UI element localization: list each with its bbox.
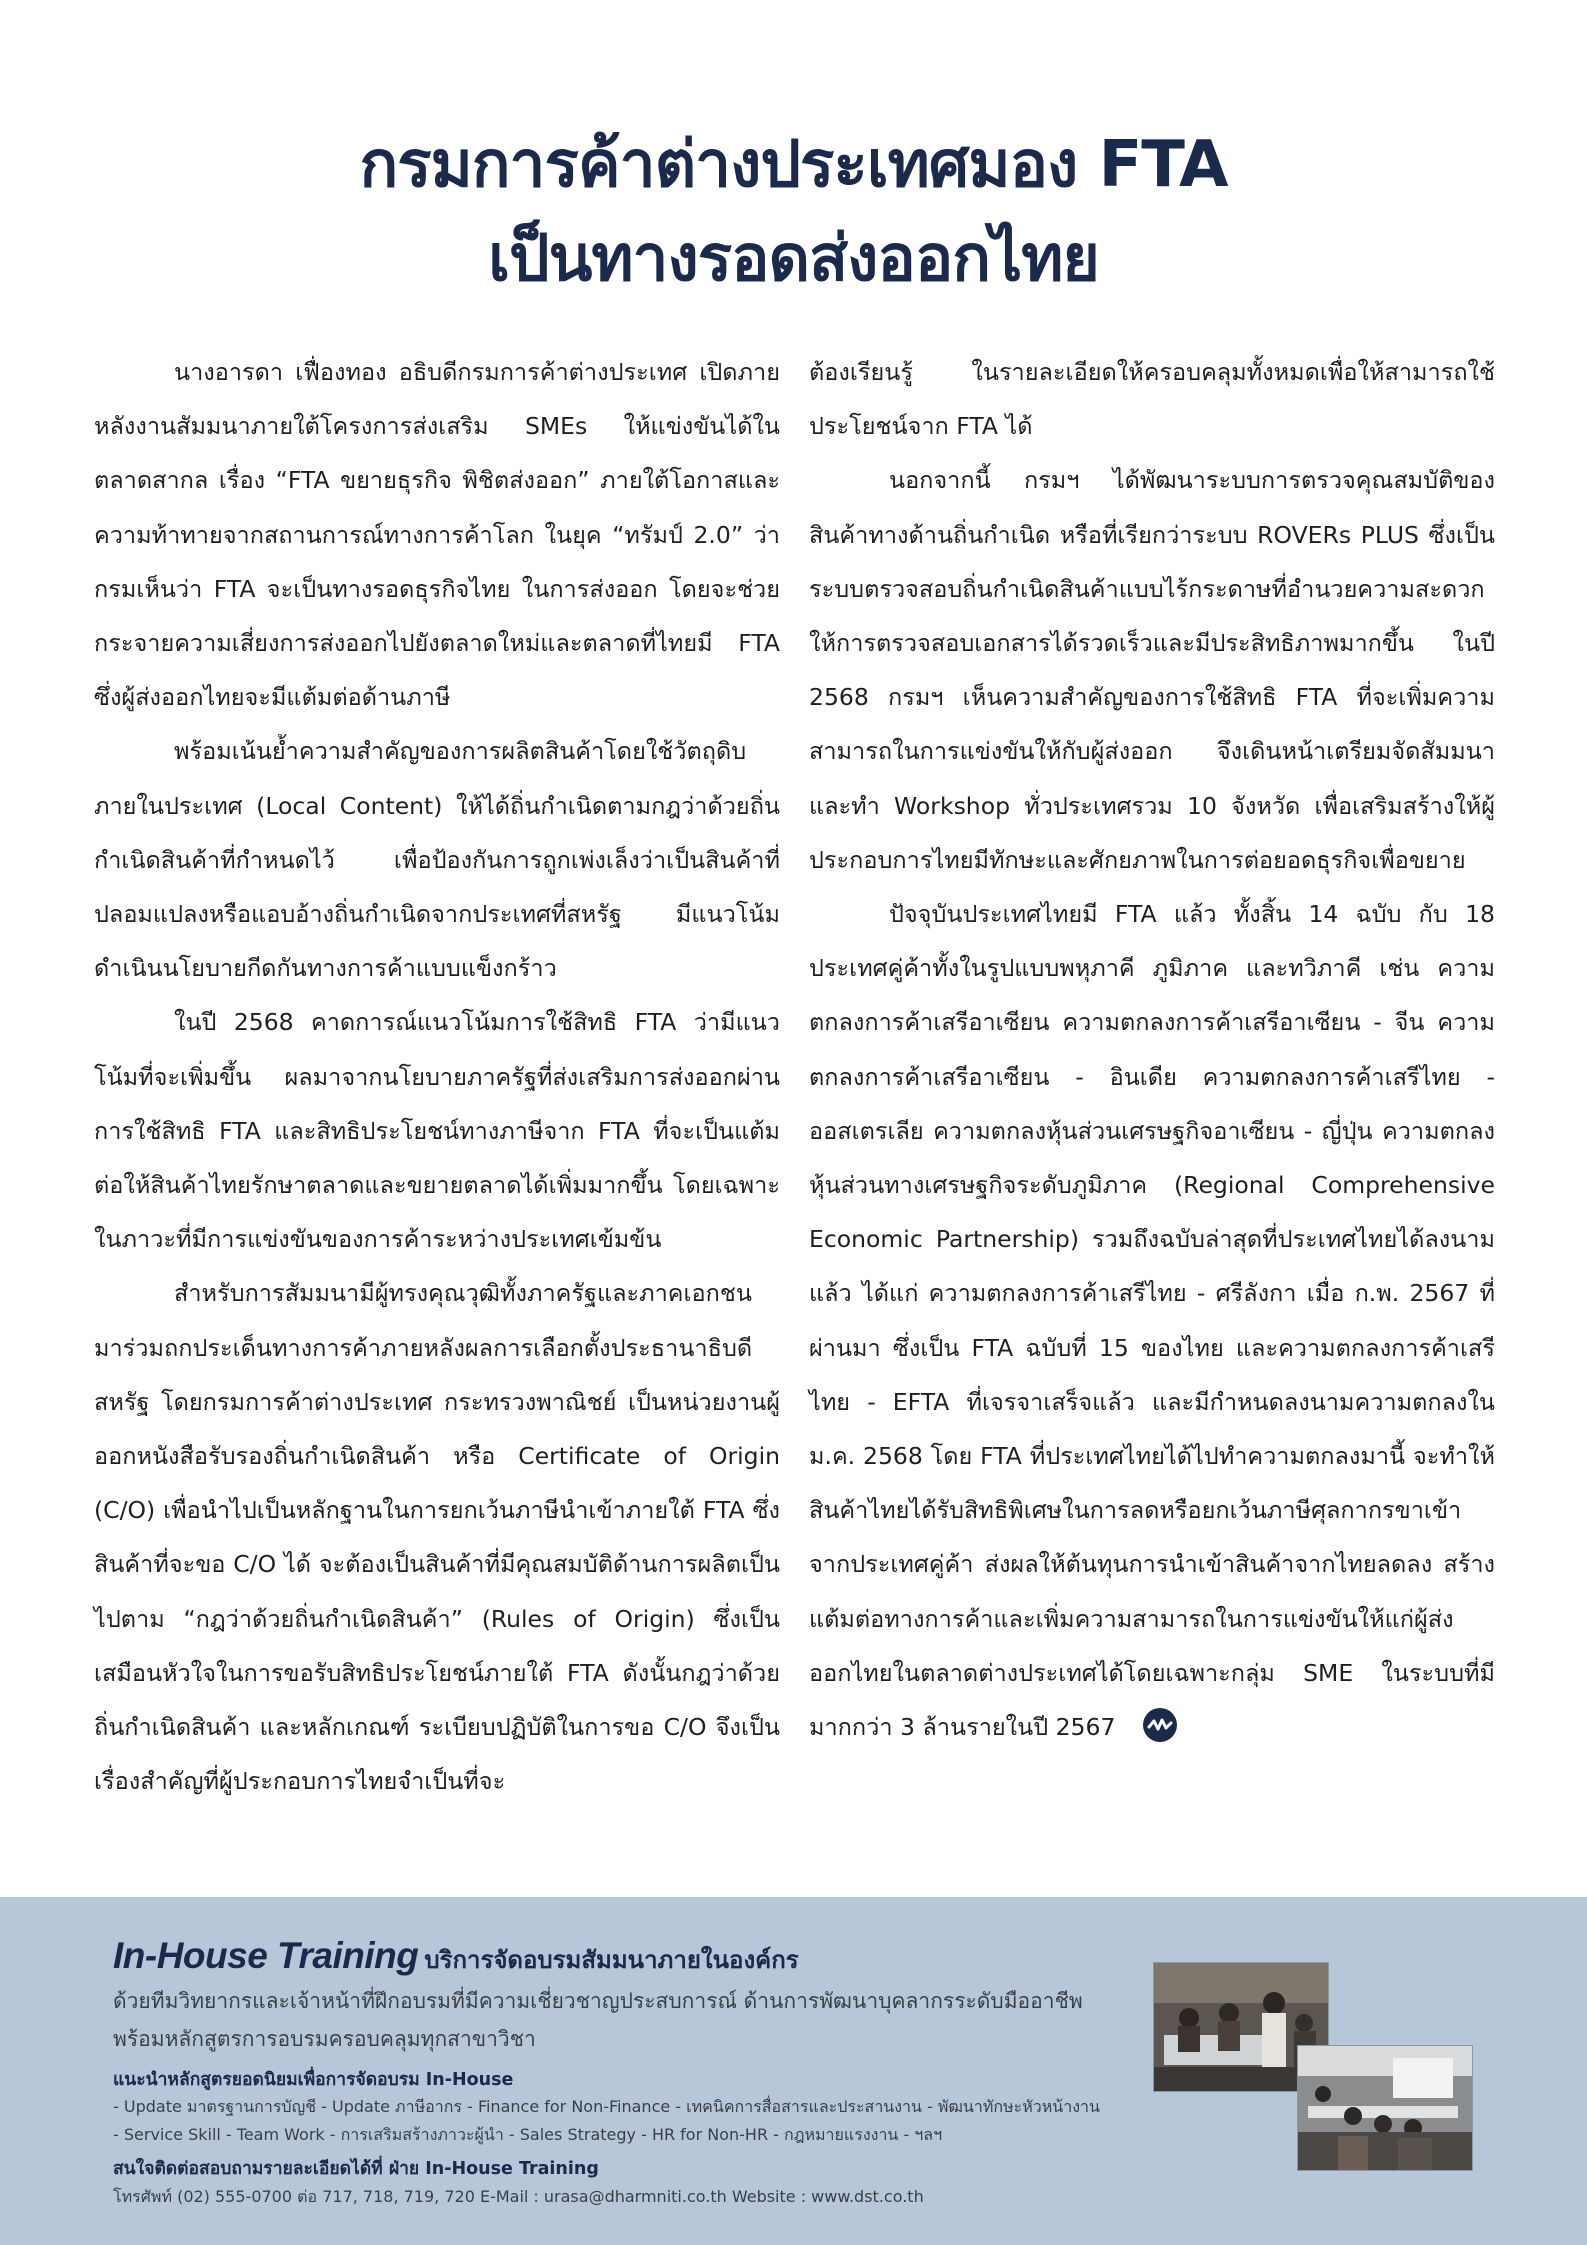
banner-heading [113,1935,799,1979]
paragraph: ในปี 2568 คาดการณ์แนวโน้มการใช้สิทธิ FTA ว่ามีแนวโน้มที่จะเพิ่มขึ้น ผลมาจากนโยบายภาครัฐที่ส่งเสริมการส่งออกผ่านการใช้สิทธิ FTA และสิทธิประโยชน์ทางภาษีจาก FTA ที่จะเป็นแต้มต่อให้สินค้าไทยรักษาตลาดและขยายตลาดได้เพิ่มมากขึ้น โดยเฉพาะในภาวะที่มีการแข่งขันของการค้าระหว่างประเทศเข้มข้น [94,1008,780,1254]
banner-description-line1: ด้วยทีมวิทยากรและเจ้าหน้าที่ฝึกอบรมที่มีความเชี่ยวชาญประสบการณ์ ด้านการพัฒนาบุคลากรระดับมืออาชีพ [113,1989,1083,2013]
paragraph-last-text: ปัจจุบันประเทศไทยมี FTA แล้ว ทั้งสิ้น 14 ฉบับ กับ 18 ประเทศคู่ค้าทั้งในรูปแบบพหุภาคี ภูมิภาค และทวิภาคี เช่น ความตกลงการค้าเสรีอาเซียน ความตกลงการค้าเสรีอาเซียน - จีน ความตกลงการค้าเสรีอาเซียน - อินเดีย ความตกลงการค้าเสรีไทย - ออสเตรเลีย ความตกลงหุ้นส่วนเศรษฐกิจอาเซียน - ญี่ปุ่น ความตกลงหุ้นส่วนทางเศรษฐกิจระดับภูมิภาค (Regional Comprehensive Economic Partnership) รวมถึงฉบับล่าสุดที่ประเทศไทยได้ลงนามแล้ว ได้แก่ ความตกลงการค้าเสรีไทย - ศรีลังกา เมื่อ ก.พ. 2567 ที่ผ่านมา ซึ่งเป็น FTA ฉบับที่ 15 ของไทย และความตกลงการค้าเสรีไทย - EFTA ที่เจรจาเสร็จแล้ว และมีกำหนดลงนามความตกลงใน ม.ค. 2568 โดย FTA ที่ประเทศไทยได้ไปทำความตกลงมานี้ จะทำให้สินค้าไทยได้รับสิทธิพิเศษในการลดหรือยกเว้นภาษีศุลกากรขาเข้าจากประเทศคู่ค้า ส่งผลให้ต้นทุนการนำเข้าสินค้าจากไทยลดลง สร้างแต้มต่อทางการค้าและเพิ่มความสามารถในการแข่งขันให้แก่ผู้ส่งออกไทยในตลาดต่างประเทศได้โดยเฉพาะกลุ่ม SME ในระบบที่มีมากกว่า 3 ล้านรายในปี 2567 [809,900,1495,1742]
article-title-line2: เป็นทางรอดส่งออกไทย [488,222,1099,296]
article-column-right [809,345,1495,1754]
contact-info: โทรศัพท์ (02) 555-0700 ต่อ 717, 718, 719, 720 E-Mail : urasa@dharmniti.co.th Website : www.dst.co.th [113,2187,924,2206]
inhouse-training-banner [0,1897,1587,2245]
wave-logo-icon [1143,1708,1177,1742]
banner-description-line2: พร้อมหลักสูตรการอบรมครอบคลุมทุกสาขาวิชา [113,2027,536,2051]
courses-list-line2: - Service Skill - Team Work - การเสริมสร้างภาวะผู้นำ - Sales Strategy - HR for Non-HR - กฎหมายแรงงาน - ฯลฯ [113,2125,943,2144]
banner-subtitle: บริการจัดอบรมสัมมนาภายในองค์กร [424,1946,799,1974]
paragraph: ต้องเรียนรู้ ในรายละเอียดให้ครอบคลุมทั้งหมดเพื่อให้สามารถใช้ประโยชน์จาก FTA ได้ [809,358,1495,441]
article-column-left [94,345,780,1808]
paragraph: นอกจากนี้ กรมฯ ได้พัฒนาระบบการตรวจคุณสมบัติของสินค้าทางด้านถิ่นกำเนิด หรือที่เรียกว่าระบบ ROVERs PLUS ซึ่งเป็นระบบตรวจสอบถิ่นกำเนิดสินค้าแบบไร้กระดาษที่อำนวยความสะดวกให้การตรวจสอบเอกสารได้รวดเร็วและมีประสิทธิภาพมากขึ้น ในปี 2568 กรมฯ เห็นความสำคัญของการใช้สิทธิ FTA ที่จะเพิ่มความสามารถในการแข่งขันให้กับผู้ส่งออก จึงเดินหน้าเตรียมจัดสัมมนาและทำ Workshop ทั่วประเทศรวม 10 จังหวัด เพื่อเสริมสร้างให้ผู้ประกอบการไทยมีทักษะและศักยภาพในการต่อยอดธุรกิจเพื่อขยาย [809,466,1495,874]
contact-heading: สนใจติดต่อสอบถามรายละเอียดได้ที่ ฝ่าย In-House Training [113,2159,599,2179]
paragraph: นางอารดา เฟื่องทอง อธิบดีกรมการค้าต่างประเทศ เปิดภายหลังงานสัมมนาภายใต้โครงการส่งเสริม SMEs ให้แข่งขันได้ในตลาดสากล เรื่อง “FTA ขยายธุรกิจ พิชิตส่งออก” ภายใต้โอกาสและความท้าทายจากสถานการณ์ทางการค้าโลก ในยุค “ทรัมป์ 2.0” ว่า กรมเห็นว่า FTA จะเป็นทางรอดธุรกิจไทย ในการส่งออก โดยจะช่วยกระจายความเสี่ยงการส่งออกไปยังตลาดใหม่และตลาดที่ไทยมี FTA ซึ่งผู้ส่งออกไทยจะมีแต้มต่อด้านภาษี [94,358,780,712]
paragraph: สำหรับการสัมมนามีผู้ทรงคุณวุฒิทั้งภาครัฐและภาคเอกชนมาร่วมถกประเด็นทางการค้าภายหลังผลการเลือกตั้งประธานาธิบดีสหรัฐ โดยกรมการค้าต่างประเทศ กระทรวงพาณิชย์ เป็นหน่วยงานผู้ออกหนังสือรับรองถิ่นกำเนิดสินค้า หรือ Certificate of Origin (C/O) เพื่อนำไปเป็นหลักฐานในการยกเว้นภาษีนำเข้าภายใต้ FTA ซึ่งสินค้าที่จะขอ C/O ได้ จะต้องเป็นสินค้าที่มีคุณสมบัติด้านการผลิตเป็นไปตาม “กฎว่าด้วยถิ่นกำเนิดสินค้า” (Rules of Origin) ซึ่งเป็นเสมือนหัวใจในการขอรับสิทธิประโยชน์ภายใต้ FTA ดังนั้นกฎว่าด้วยถิ่นกำเนิดสินค้า และหลักเกณฑ์ ระเบียบปฏิบัติในการขอ C/O จึงเป็นเรื่องสำคัญที่ผู้ประกอบการไทยจำเป็นที่จะ [94,1279,780,1796]
paragraph-last [809,887,1495,1754]
banner-brand: In-House Training [113,1935,419,1976]
training-photo-2 [1297,2045,1473,2171]
article-title [0,118,1587,306]
courses-list-line1: - Update มาตรฐานการบัญชี - Update ภาษีอากร - Finance for Non-Finance - เทคนิคการสื่อสารและประสานงาน - พัฒนาทักษะหัวหน้างาน [113,2097,1100,2116]
article-title-line1: กรมการค้าต่างประเทศมอง FTA [359,128,1228,202]
paragraph: พร้อมเน้นย้ำความสำคัญของการผลิตสินค้าโดยใช้วัตถุดิบภายในประเทศ (Local Content) ให้ได้ถิ่นกำเนิดตามกฎว่าด้วยถิ่นกำเนิดสินค้าที่กำหนดไว้ เพื่อป้องกันการถูกเพ่งเล็งว่าเป็นสินค้าที่ปลอมแปลงหรือแอบอ้างถิ่นกำเนิดจากประเทศที่สหรัฐ มีแนวโน้มดำเนินนโยบายกีดกันทางการค้าแบบแข็งกร้าว [94,737,780,983]
courses-heading: แนะนำหลักสูตรยอดนิยมเพื่อการจัดอบรม In-House [113,2070,514,2090]
